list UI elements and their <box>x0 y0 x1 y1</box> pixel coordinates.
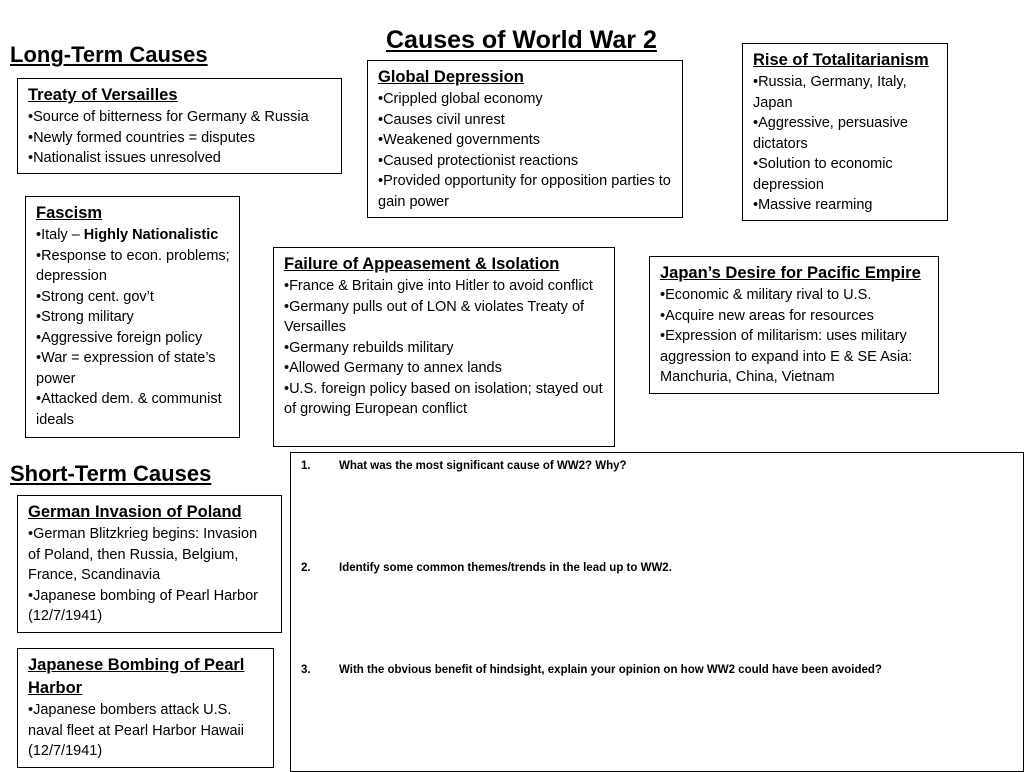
list-item: • Japanese bombing of Pearl Harbor (12/7/1941) <box>28 586 272 627</box>
fascism-list <box>36 225 230 430</box>
list-item: • Causes civil unrest <box>378 110 673 131</box>
question-2 <box>301 562 672 574</box>
pearl-harbor-box <box>17 648 274 768</box>
list-item: • Attacked dem. & communist ideals <box>36 389 230 430</box>
fascism-box <box>25 196 240 438</box>
global-depression-box <box>367 60 683 218</box>
rise-of-totalitarianism-box <box>742 43 948 221</box>
list-item: • Aggressive foreign policy <box>36 328 230 349</box>
treaty-of-versailles-box <box>17 78 342 174</box>
list-item: • Response to econ. problems; depression <box>36 246 230 287</box>
failure-of-appeasement-heading: Failure of Appeasement & Isolation <box>284 255 560 273</box>
question-number: 1. <box>301 460 311 472</box>
list-item: • Expression of militarism: uses military aggression to expand into E & SE Asia: Manchuria, China, Vietnam <box>660 326 929 388</box>
questions-panel <box>290 452 1024 772</box>
list-item <box>36 225 230 246</box>
german-invasion-of-poland-heading: German Invasion of Poland <box>28 503 242 521</box>
list-item: • Newly formed countries = disputes <box>28 128 332 149</box>
list-item: • Allowed Germany to annex lands <box>284 358 605 379</box>
list-item: • Crippled global economy <box>378 89 673 110</box>
global-depression-heading: Global Depression <box>378 68 524 86</box>
pearl-harbor-heading: Japanese Bombing of Pearl Harbor <box>28 656 245 697</box>
list-item: • Caused protectionist reactions <box>378 151 673 172</box>
question-number: 3. <box>301 664 311 676</box>
list-item: • Solution to economic depression <box>753 154 938 195</box>
list-item: • War = expression of state’s power <box>36 348 230 389</box>
question-3 <box>301 664 882 676</box>
japan-pacific-empire-box <box>649 256 939 394</box>
list-item: • German Blitzkrieg begins: Invasion of Poland, then Russia, Belgium, France, Scandinavia <box>28 524 272 586</box>
german-invasion-of-poland-box <box>17 495 282 633</box>
question-text: With the obvious benefit of hindsight, explain your opinion on how WW2 could have been avoided? <box>339 664 882 676</box>
short-term-causes-heading: Short-Term Causes <box>10 461 212 486</box>
failure-of-appeasement-list <box>284 276 605 420</box>
list-item: • Germany rebuilds military <box>284 338 605 359</box>
list-item: • Russia, Germany, Italy, Japan <box>753 72 938 113</box>
german-invasion-of-poland-list <box>28 524 272 627</box>
list-item: • Aggressive, persuasive dictators <box>753 113 938 154</box>
question-number: 2. <box>301 562 311 574</box>
question-text: What was the most significant cause of WW2? Why? <box>339 460 627 472</box>
highly-nationalistic-text: Highly Nationalistic <box>83 227 219 243</box>
list-item: • Acquire new areas for resources <box>660 306 929 327</box>
list-item: • Massive rearming <box>753 195 938 216</box>
question-text: Identify some common themes/trends in the lead up to WW2. <box>339 562 672 574</box>
list-item: • Strong cent. gov’t <box>36 287 230 308</box>
list-item: • Provided opportunity for opposition parties to gain power <box>378 171 673 212</box>
list-item: • Nationalist issues unresolved <box>28 148 332 169</box>
treaty-of-versailles-list <box>28 107 332 169</box>
question-1 <box>301 460 627 472</box>
long-term-causes-heading: Long-Term Causes <box>10 42 208 67</box>
list-item: • Japanese bombers attack U.S. naval fleet at Pearl Harbor Hawaii (12/7/1941) <box>28 700 264 762</box>
treaty-of-versailles-heading: Treaty of Versailles <box>28 86 178 104</box>
list-item: • Weakened governments <box>378 130 673 151</box>
global-depression-list <box>378 89 673 212</box>
pearl-harbor-list <box>28 700 264 762</box>
rise-of-totalitarianism-list <box>753 72 938 216</box>
page-title: Causes of World War 2 <box>386 26 657 54</box>
failure-of-appeasement-box <box>273 247 615 447</box>
rise-of-totalitarianism-heading: Rise of Totalitarianism <box>753 51 929 69</box>
list-item: • U.S. foreign policy based on isolation; stayed out of growing European conflict <box>284 379 605 420</box>
italy-label: Italy – <box>41 227 84 243</box>
list-item: • Source of bitterness for Germany & Russia <box>28 107 332 128</box>
japan-pacific-empire-heading: Japan’s Desire for Pacific Empire <box>660 264 921 282</box>
list-item: • Strong military <box>36 307 230 328</box>
list-item: • Germany pulls out of LON & violates Treaty of Versailles <box>284 297 605 338</box>
fascism-heading: Fascism <box>36 204 103 222</box>
japan-pacific-empire-list <box>660 285 929 388</box>
list-item: • Economic & military rival to U.S. <box>660 285 929 306</box>
list-item: • France & Britain give into Hitler to avoid conflict <box>284 276 605 297</box>
